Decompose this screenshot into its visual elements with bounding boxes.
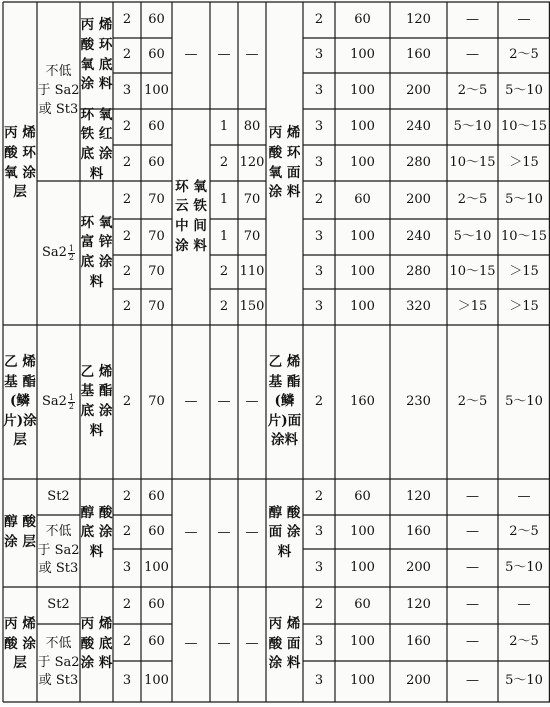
surface-prep-label: Sa2 1 2 [41,392,75,411]
intermediate-coats: — [217,393,231,409]
value-cell: 160 [406,523,431,539]
primer-coats: 2 [122,634,132,650]
primer-thickness: 60 [148,523,165,539]
value-cell: 2 [314,597,324,613]
intermediate-name: — [184,636,198,652]
intermediate-coats: 2 [219,263,229,279]
value-cell: 5～10 [505,393,543,409]
intermediate-thickness: 110 [239,263,265,279]
value-cell: 120 [406,11,431,27]
primer-name: 乙 烯基 酯底 涂料 [80,363,113,439]
primer-coats: 3 [122,673,132,689]
value-cell: 60 [354,488,371,504]
value-cell: 2～5 [509,47,539,63]
value-cell: 3 [314,298,324,314]
value-cell: — [466,673,479,689]
primer-coats: 2 [122,393,132,409]
value-cell: 10～15 [449,154,496,170]
value-cell: 160 [350,393,375,409]
primer-coats: 2 [122,298,132,314]
intermediate-thickness: 120 [239,154,265,170]
value-cell: — [517,11,531,27]
intermediate-thickness: — [245,636,259,652]
intermediate-thickness: 80 [243,118,261,134]
surface-prep-label: St2 [47,488,70,504]
intermediate-name: — [184,47,198,63]
primer-thickness: 60 [148,154,165,170]
value-cell: 60 [354,597,371,613]
intermediate-coats: 1 [219,118,229,134]
primer-coats: 3 [122,82,132,98]
value-cell: 100 [350,82,375,98]
intermediate-name: 环 氧云 铁中 间涂 料 [175,178,207,254]
value-cell: 5～10 [453,118,492,134]
value-cell: 100 [350,154,375,170]
value-cell: 3 [314,47,324,63]
value-cell: 2～5 [509,634,539,650]
primer-name: 环 氧富 锌底 涂料 [80,214,113,290]
value-cell: 200 [406,673,431,689]
value-cell: 3 [314,634,324,650]
value-cell: — [466,11,479,27]
value-cell: 5～10 [505,82,543,98]
value-cell: 3 [314,673,324,689]
topcoat-name: 醇 酸面 涂料 [268,504,301,560]
primer-coats: 3 [122,559,132,575]
intermediate-name: — [184,524,198,540]
primer-name: 环 氧铁 红底 涂料 [80,106,113,182]
system-label: 丙 烯酸 环氧 涂层 [4,125,36,201]
intermediate-coats: 2 [219,298,229,314]
primer-thickness: 60 [148,488,165,504]
intermediate-coats: — [217,636,231,652]
value-cell: 240 [406,118,431,134]
value-cell: 2 [314,393,324,409]
value-cell: 100 [350,298,375,314]
value-cell: 100 [350,673,375,689]
primer-thickness: 100 [144,82,169,98]
value-cell: 100 [350,559,375,575]
value-cell: — [517,597,531,613]
value-cell: 320 [406,298,431,314]
value-cell: 3 [314,263,324,279]
primer-thickness: 60 [148,47,165,63]
value-cell: 10～15 [500,118,548,134]
primer-coats: 2 [122,597,132,613]
topcoat-name: 丙 烯酸 环氧 面涂 料 [268,125,301,201]
value-cell: 100 [350,228,375,244]
value-cell: 2～5 [457,393,488,409]
primer-thickness: 60 [148,597,165,613]
value-cell: 5～10 [505,673,543,689]
surface-prep-label: Sa2 1 2 [41,243,75,262]
value-cell: 280 [406,263,431,279]
value-cell: — [517,488,531,504]
value-cell: 100 [350,634,375,650]
primer-thickness: 70 [148,393,165,409]
primer-thickness: 100 [144,673,169,689]
value-cell: ＞15 [509,154,539,170]
value-cell: — [466,634,479,650]
value-cell: 3 [314,154,324,170]
value-cell: 100 [350,47,375,63]
primer-thickness: 60 [148,118,165,134]
value-cell: 240 [406,228,431,244]
value-cell: 200 [406,559,431,575]
value-cell: 5～10 [505,559,543,575]
primer-coats: 2 [122,263,132,279]
value-cell: 120 [406,488,431,504]
system-label: 乙 烯基 酯(鳞 片)涂 层 [3,354,37,449]
intermediate-coats: — [217,524,231,540]
value-cell: 160 [406,47,431,63]
surface-prep-label: 不低 于 Sa2 或 St3 [37,635,80,689]
primer-coats: 2 [122,488,132,504]
value-cell: 2～5 [457,191,488,207]
value-cell: — [466,47,479,63]
value-cell: 200 [406,82,431,98]
intermediate-name: — [184,393,198,409]
value-cell: ＞15 [509,263,539,279]
surface-prep-label: 不低 于 Sa2 或 St3 [37,64,80,117]
intermediate-coats: 2 [219,154,229,170]
intermediate-thickness: 150 [239,298,265,314]
value-cell: 200 [406,191,431,207]
primer-thickness: 70 [148,191,165,207]
intermediate-coats: — [217,47,231,63]
primer-thickness: 70 [148,263,165,279]
value-cell: 10～15 [449,263,496,279]
value-cell: 3 [314,118,324,134]
system-label: 醇 酸涂 层 [4,514,36,550]
value-cell: 10～15 [500,228,548,244]
primer-name: 醇 酸底 涂料 [80,504,113,560]
value-cell: 3 [314,559,324,575]
value-cell: — [466,597,479,613]
value-cell: — [466,523,479,539]
primer-name: 丙 烯酸 底涂 料 [80,616,113,672]
value-cell: 160 [406,634,431,650]
value-cell: 100 [350,118,375,134]
system-label: 丙 烯酸 涂层 [4,616,36,672]
value-cell: ＞15 [509,298,539,314]
value-cell: 3 [314,82,324,98]
value-cell: 230 [406,393,431,409]
value-cell: 2 [314,191,324,207]
topcoat-name: 丙 烯酸 面涂 料 [268,616,301,672]
value-cell: 60 [354,191,371,207]
primer-coats: 2 [122,154,132,170]
primer-coats: 2 [122,47,132,63]
surface-prep-label: 不低 于 Sa2 或 St3 [37,523,80,577]
primer-thickness: 70 [148,228,165,244]
primer-thickness: 70 [148,298,165,314]
value-cell: 60 [354,11,371,27]
primer-thickness: 100 [144,559,169,575]
primer-coats: 2 [122,11,132,27]
intermediate-thickness: 70 [243,191,261,207]
value-cell: 3 [314,228,324,244]
primer-thickness: 60 [148,11,165,27]
intermediate-thickness: — [245,47,259,63]
primer-coats: 2 [122,228,132,244]
primer-name: 丙 烯酸 环氧 底涂 料 [80,17,113,93]
intermediate-thickness: — [245,393,259,409]
value-cell: — [466,559,479,575]
value-cell: 120 [406,597,431,613]
value-cell: 280 [406,154,431,170]
intermediate-thickness: 70 [243,228,261,244]
primer-coats: 2 [122,118,132,134]
intermediate-thickness: — [245,524,259,540]
value-cell: — [466,488,479,504]
value-cell: 100 [350,263,375,279]
intermediate-coats: 1 [219,191,229,207]
value-cell: 2～5 [457,82,488,98]
value-cell: 100 [350,523,375,539]
topcoat-name: 乙 烯基 酯(鳞 片)面 涂料 [267,354,302,449]
primer-coats: 2 [122,523,132,539]
value-cell: 2 [314,488,324,504]
primer-coats: 2 [122,191,132,207]
primer-thickness: 60 [148,634,165,650]
value-cell: 2～5 [509,523,539,539]
surface-prep-label: St2 [47,597,70,613]
intermediate-coats: 1 [219,228,229,244]
value-cell: 5～10 [453,228,492,244]
value-cell: 2 [314,11,324,27]
value-cell: 3 [314,523,324,539]
value-cell: 5～10 [505,191,543,207]
value-cell: ＞15 [457,298,488,314]
